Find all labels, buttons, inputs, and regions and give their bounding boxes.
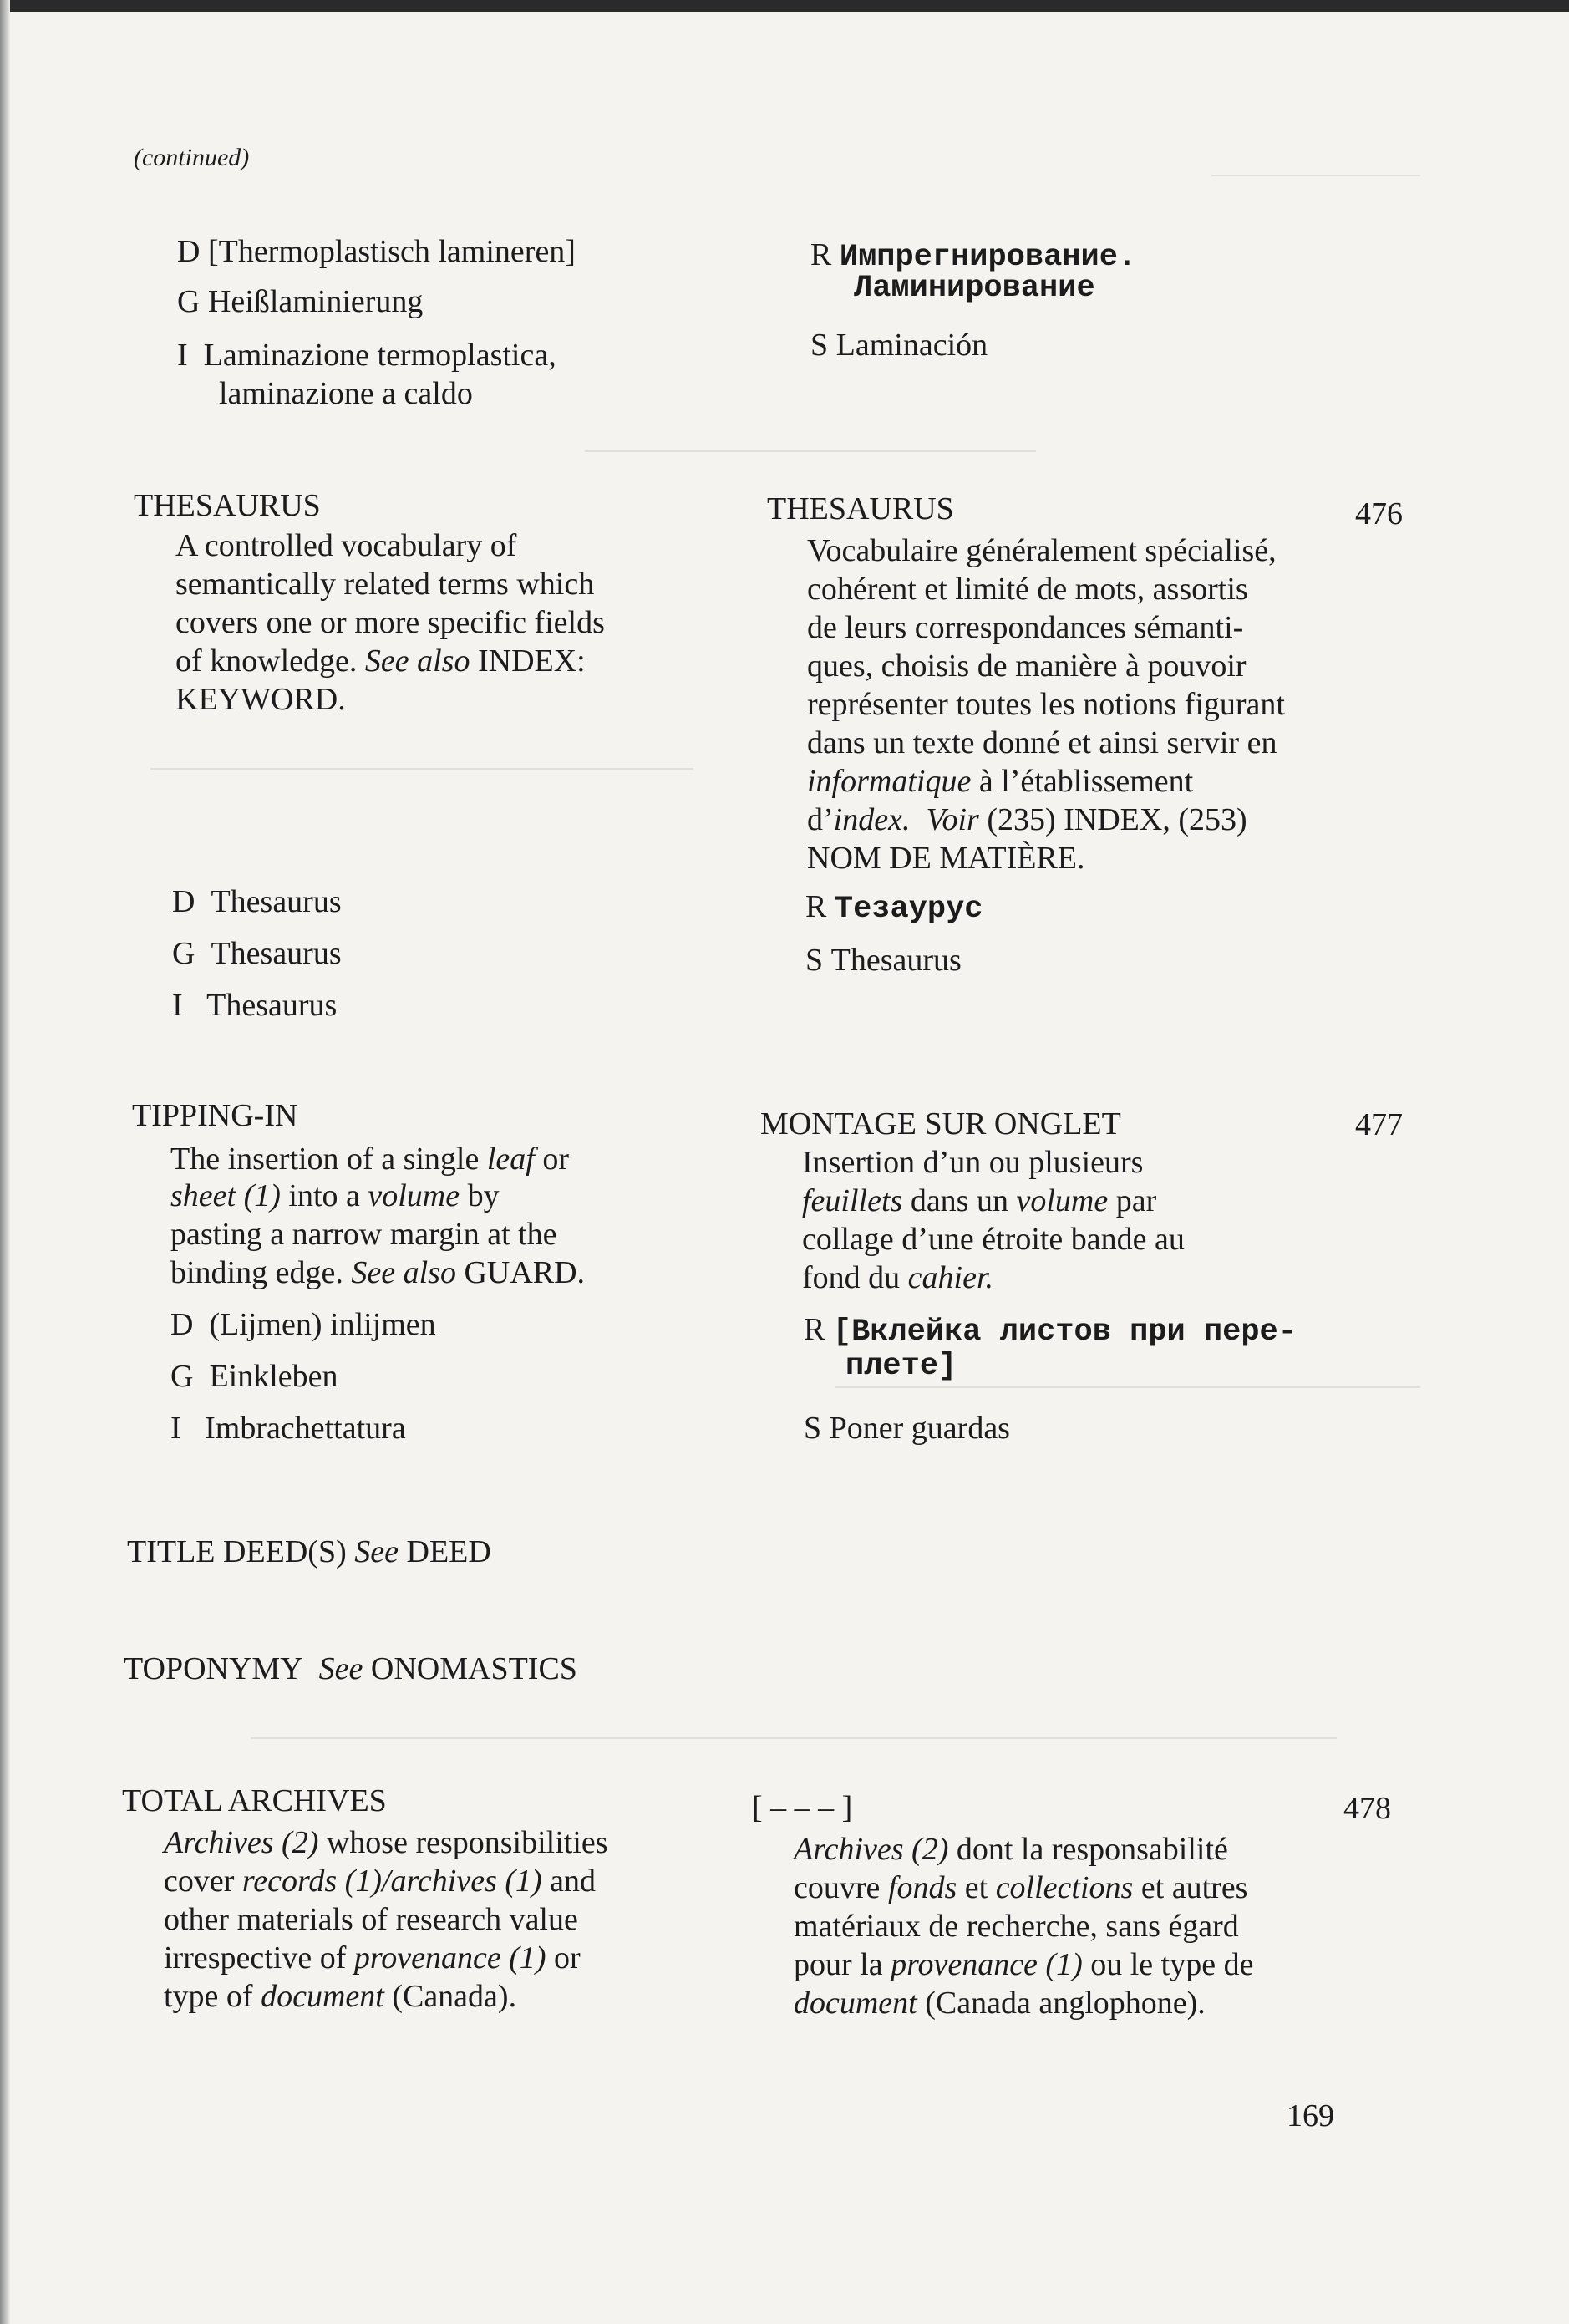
thesaurus-equiv-S: S Thesaurus [805,943,962,978]
tipping-in-fr-def-1: Insertion d’un ou plusieurs [802,1145,1144,1180]
tipping-in-fr-def-3: collage d’une étroite bande au [802,1222,1185,1257]
tipping-in-equiv-R-cont: плете] [845,1349,957,1384]
thesaurus-fr-term: THESAURUS [767,491,954,526]
page-spine-shadow [0,0,10,2324]
top-right-R: R Импрегнирование. [810,237,1137,275]
thesaurus-en-def-3: covers one or more specific fields [175,605,605,640]
thesaurus-equiv-G: G Thesaurus [172,936,342,971]
tipping-in-entry-number: 477 [1355,1107,1403,1142]
tipping-in-equiv-G: G Einkleben [170,1359,338,1394]
tipping-in-fr-term: MONTAGE SUR ONGLET [760,1106,1121,1142]
thesaurus-en-term: THESAURUS [134,488,321,523]
tipping-in-equiv-I: I Imbrachettatura [170,1411,406,1446]
thesaurus-en-def-1: A controlled vocabulary of [175,528,517,563]
total-archives-en-def-4: irrespective of provenance (1) or [164,1940,581,1976]
total-archives-en-def-5: type of document (Canada). [164,1979,517,2014]
total-archives-fr-def-2: couvre fonds et collections et autres [794,1870,1248,1905]
total-archives-fr-def-3: matériaux de recherche, sans égard [794,1909,1239,1944]
page-top-edge [0,0,1569,12]
thesaurus-fr-def-2: cohérent et limité de mots, assortis [807,572,1248,607]
tipping-in-equiv-S: S Poner guardas [804,1411,1010,1446]
thesaurus-fr-def-3: de leurs correspondances sémanti- [807,610,1244,645]
top-left-I-cont: laminazione a caldo [219,376,473,411]
total-archives-fr-term: [ – – – ] [752,1790,853,1825]
total-archives-fr-def-1: Archives (2) dont la responsabilité [794,1832,1228,1867]
page-number: 169 [1287,2098,1334,2133]
toponymy-entry: TOPONYMY See ONOMASTICS [124,1651,577,1686]
total-archives-fr-def-5: document (Canada anglophone). [794,1986,1206,2021]
total-archives-entry-number: 478 [1343,1791,1391,1826]
top-right-R-cont: Ламинирование [854,271,1095,306]
top-left-I: I Laminazione termoplastica, [177,338,556,373]
thesaurus-fr-def-7: informatique à l’établissement [807,764,1194,799]
thesaurus-fr-def-6: dans un texte donné et ainsi servir en [807,725,1277,760]
total-archives-en-def-1: Archives (2) whose responsibilities [164,1825,608,1860]
total-archives-en-term: TOTAL ARCHIVES [122,1783,387,1818]
thesaurus-equiv-R: R Тезаурус [805,889,983,927]
thesaurus-fr-def-8: d’index. Voir (235) INDEX, (253) [807,802,1247,837]
tipping-in-fr-def-4: fond du cahier. [802,1260,994,1295]
continued-label: (continued) [134,144,250,171]
thesaurus-fr-def-9: NOM DE MATIÈRE. [807,841,1085,876]
thesaurus-fr-def-4: ques, choisis de manière à pouvoir [807,648,1247,684]
tipping-in-en-def-2: sheet (1) into a volume by [170,1178,500,1213]
top-right-S: S Laminación [810,328,988,363]
thesaurus-entry-number: 476 [1355,496,1403,531]
tipping-in-en-term: TIPPING-IN [132,1098,298,1133]
tipping-in-en-def-1: The insertion of a single leaf or [170,1142,569,1177]
total-archives-en-def-3: other materials of research value [164,1902,578,1937]
title-deed-entry: TITLE DEED(S) See DEED [127,1534,491,1569]
bleed-through-5 [251,1721,1337,1755]
thesaurus-en-def-4: of knowledge. See also INDEX: [175,643,586,679]
thesaurus-fr-def-1: Vocabulaire généralement spécialisé, [807,533,1277,568]
bleed-through-3 [150,752,693,786]
tipping-in-en-def-4: binding edge. See also GUARD. [170,1255,586,1290]
thesaurus-en-def-2: semantically related terms which [175,567,595,602]
bleed-through-2 [585,435,1036,468]
tipping-in-equiv-R: R [Вклейка листов при пере- [804,1312,1297,1350]
thesaurus-en-def-5: KEYWORD. [175,682,346,717]
tipping-in-fr-def-2: feuillets dans un volume par [802,1183,1157,1218]
thesaurus-equiv-I: I Thesaurus [172,988,338,1023]
tipping-in-equiv-D: D (Lijmen) inlijmen [170,1307,436,1342]
top-left-D: D [Thermoplastisch lamineren] [177,234,576,269]
thesaurus-fr-def-5: représenter toutes les notions figurant [807,687,1285,722]
thesaurus-equiv-D: D Thesaurus [172,884,342,919]
total-archives-fr-def-4: pour la provenance (1) ou le type de [794,1947,1254,1982]
top-left-G: G Heißlaminierung [177,284,424,319]
tipping-in-en-def-3: pasting a narrow margin at the [170,1217,557,1252]
total-archives-en-def-2: cover records (1)/archives (1) and [164,1864,597,1899]
bleed-through-1 [1211,159,1420,192]
